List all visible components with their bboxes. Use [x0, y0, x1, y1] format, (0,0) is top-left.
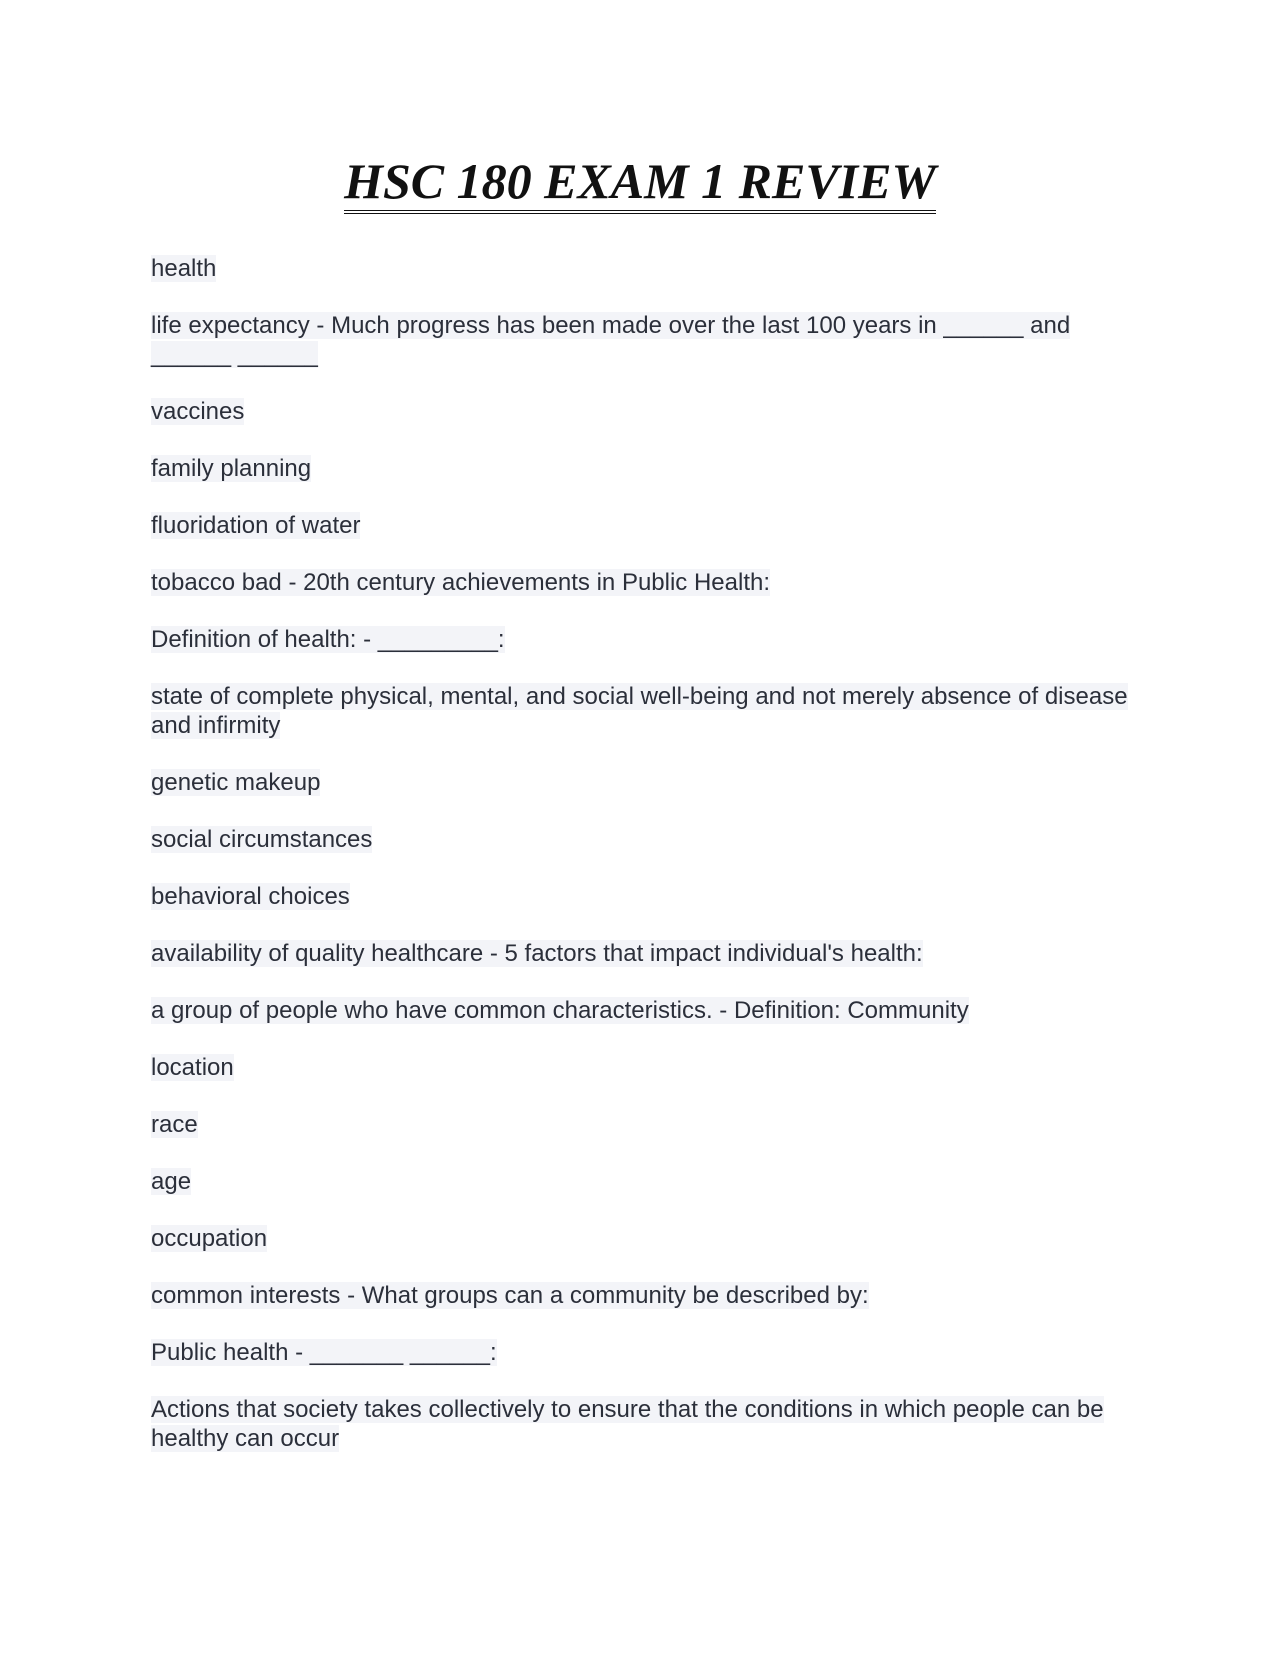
entry-2: [151, 311, 1131, 369]
entry-19: [151, 1338, 1131, 1367]
entry-18-text: common interests - What groups can a community be described by:: [151, 1282, 869, 1309]
entry-17-text: occupation: [151, 1225, 268, 1252]
document-title: [0, 150, 1280, 212]
entry-4-text: family planning: [151, 455, 312, 482]
entry-11-text: behavioral choices: [151, 883, 350, 910]
entry-14-text: location: [151, 1054, 234, 1081]
entry-18: [151, 1281, 1131, 1310]
entry-12: [151, 939, 1131, 968]
entry-16-text: age: [151, 1168, 192, 1195]
entry-8: [151, 682, 1131, 740]
document-title-text: HSC 180 EXAM 1 REVIEW: [344, 153, 936, 214]
entry-1: [151, 254, 1131, 283]
entry-13: [151, 996, 1131, 1025]
entry-20: [151, 1395, 1131, 1453]
entry-2-text: life expectancy - Much progress has been made over the last 100 years in ______ and ______ ______: [151, 312, 1071, 368]
entry-7-text: Definition of health: - _________:: [151, 626, 505, 653]
entry-12-text: availability of quality healthcare - 5 factors that impact individual's health:: [151, 940, 923, 967]
entry-11: [151, 882, 1131, 911]
entry-5: [151, 511, 1131, 540]
entry-8-text: state of complete physical, mental, and social well-being and not merely absence of disease and infirmity: [151, 683, 1128, 739]
entry-1-text: health: [151, 255, 217, 282]
entry-3-text: vaccines: [151, 398, 245, 425]
entry-7: [151, 625, 1131, 654]
entry-4: [151, 454, 1131, 483]
entry-13-text: a group of people who have common characteristics. - Definition: Community: [151, 997, 969, 1024]
entry-19-text: Public health - _______ ______:: [151, 1339, 497, 1366]
entry-9-text: genetic makeup: [151, 769, 321, 796]
entry-20-text: Actions that society takes collectively to ensure that the conditions in which people can be healthy can occur: [151, 1396, 1104, 1452]
entry-3: [151, 397, 1131, 426]
entry-10: [151, 825, 1131, 854]
entry-6-text: tobacco bad - 20th century achievements in Public Health:: [151, 569, 771, 596]
entry-5-text: fluoridation of water: [151, 512, 361, 539]
entry-14: [151, 1053, 1131, 1082]
document-body: [151, 254, 1131, 1481]
entry-9: [151, 768, 1131, 797]
entry-10-text: social circumstances: [151, 826, 373, 853]
entry-15-text: race: [151, 1111, 198, 1138]
entry-16: [151, 1167, 1131, 1196]
entry-15: [151, 1110, 1131, 1139]
entry-6: [151, 568, 1131, 597]
entry-17: [151, 1224, 1131, 1253]
